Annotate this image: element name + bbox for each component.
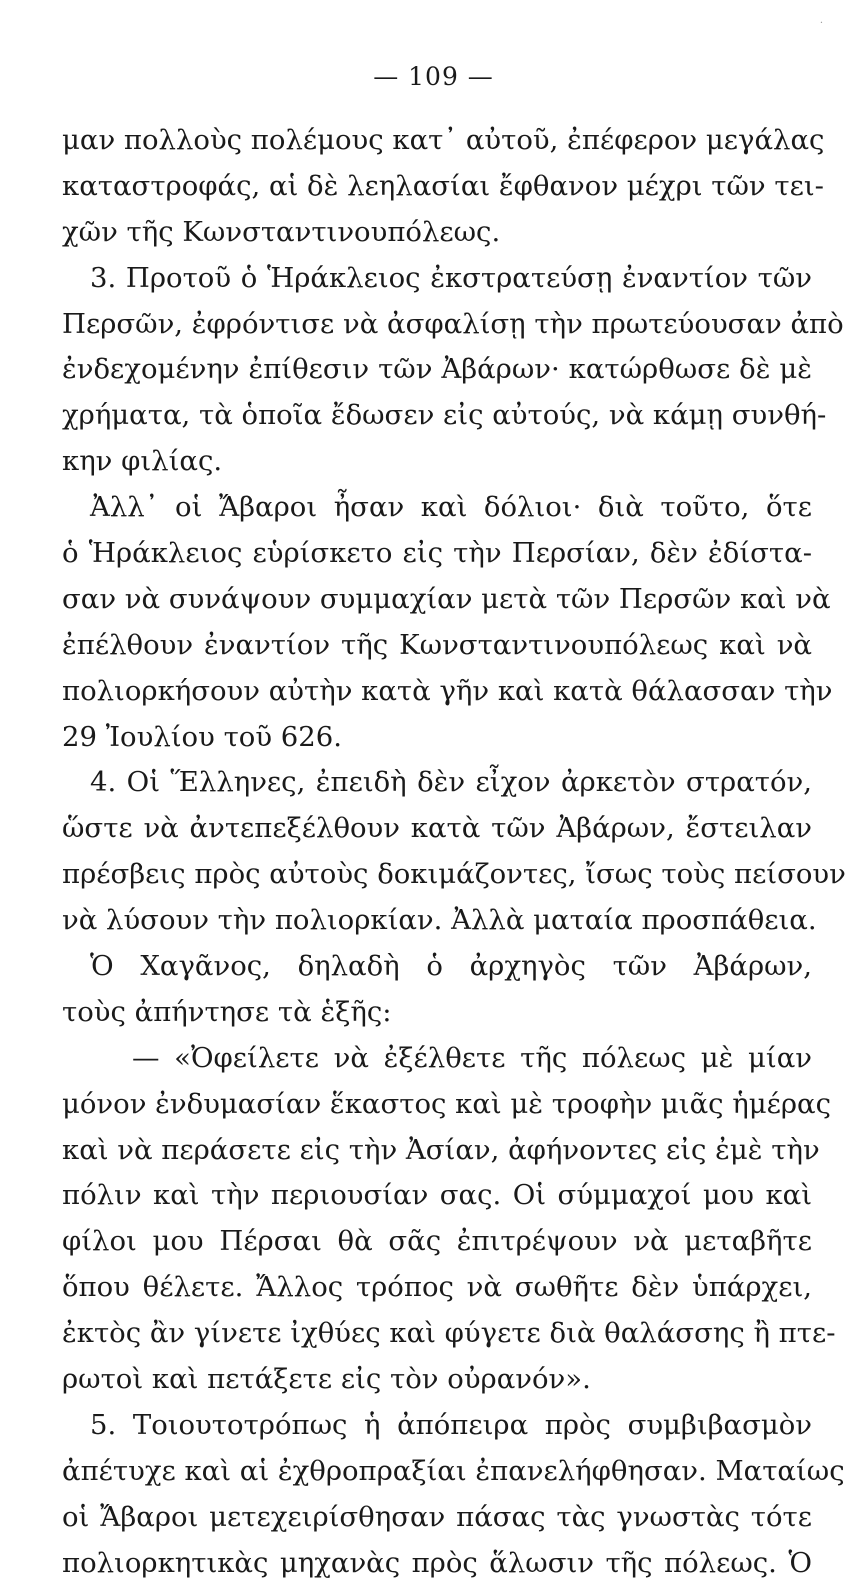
- paragraph-4-start: 4. Οἱ Ἕλληνες, ἐπειδὴ δὲν εἶχον ἀρκετὸν στρατόν,: [90, 766, 812, 799]
- quotation-start: — «Ὀφείλετε νὰ ἐξέλθετε τῆς πόλεως μὲ μίαν: [132, 1041, 812, 1074]
- text-line: φίλοι μου Πέρσαι θὰ σᾶς ἐπιτρέψουν νὰ μεταβῆτε: [62, 1225, 812, 1258]
- text-line: σαν νὰ συνάψουν συμμαχίαν μετὰ τῶν Περσῶν καὶ νὰ: [62, 582, 831, 615]
- text-line: ὅπου θέλετε. Ἄλλος τρόπος νὰ σωθῆτε δὲν ὑπάρχει,: [62, 1271, 812, 1304]
- text-line: ὁ Ἡράκλειος εὑρίσκετο εἰς τὴν Περσίαν, δὲν ἐδίστα-: [62, 537, 812, 570]
- page-number: — 109 —: [373, 62, 494, 91]
- text-line: χῶν τῆς Κωνσταντινουπόλεως.: [62, 215, 501, 248]
- text-line: καὶ νὰ περάσετε εἰς τὴν Ἀσίαν, ἀφήνοντες εἰς ἐμὲ τὴν: [62, 1133, 820, 1166]
- text-line: 29 Ἰουλίου τοῦ 626.: [62, 720, 343, 753]
- text-line: πολιορκήσουν αὐτὴν κατὰ γῆν καὶ κατὰ θάλασσαν τὴν: [62, 674, 833, 707]
- paragraph-3-start: 3. Προτοῦ ὁ Ἡράκλειος ἐκστρατεύσῃ ἐναντίον τῶν: [90, 261, 812, 294]
- corner-mark: ·: [819, 18, 823, 29]
- text-line: ἀπέτυχε καὶ αἱ ἐχθροπραξίαι ἐπανελήφθησαν. Ματαίως: [62, 1454, 845, 1487]
- text-line: τοὺς ἀπήντησε τὰ ἑξῆς:: [62, 995, 392, 1028]
- text-line: μόνον ἐνδυμασίαν ἕκαστος καὶ μὲ τροφὴν μιᾶς ἡμέρας: [62, 1087, 832, 1120]
- text-line: ἐνδεχομένην ἐπίθεσιν τῶν Ἀβάρων· κατώρθωσε δὲ μὲ: [62, 353, 812, 386]
- body-text: [62, 118, 846, 1587]
- text-line: ρωτοὶ καὶ πετάξετε εἰς τὸν οὐρανόν».: [62, 1363, 591, 1396]
- text-line: νὰ λύσουν τὴν πολιορκίαν. Ἀλλὰ ματαία προσπάθεια.: [62, 904, 817, 937]
- text-line: πόλιν καὶ τὴν περιουσίαν σας. Οἱ σύμμαχοί μου καὶ: [62, 1179, 812, 1212]
- text-line: ἐκτὸς ἂν γίνετε ἰχθύες καὶ φύγετε διὰ θαλάσσης ἢ πτε-: [62, 1317, 836, 1350]
- text-line: πολιορκητικὰς μηχανὰς πρὸς ἅλωσιν τῆς πόλεως. Ὁ: [62, 1546, 812, 1579]
- text-line: ἐπέλθουν ἐναντίον τῆς Κωνσταντινουπόλεως καὶ νὰ: [62, 628, 812, 661]
- paragraph-start: Ἀλλ᾽ οἱ Ἄβαροι ἦσαν καὶ δόλιοι· διὰ τοῦτο, ὅτε: [90, 491, 812, 524]
- text-line: μαν πολλοὺς πολέμους κατ᾽ αὐτοῦ, ἐπέφερον μεγάλας: [62, 124, 825, 156]
- text-line: κην φιλίας.: [62, 445, 223, 478]
- text-line: ὥστε νὰ ἀντεπεξέλθουν κατὰ τῶν Ἀβάρων, ἔστειλαν: [62, 812, 812, 845]
- paragraph-start: Ὁ Χαγᾶνος, δηλαδὴ ὁ ἀρχηγὸς τῶν Ἀβάρων,: [90, 950, 812, 983]
- text-line: οἱ Ἄβαροι μετεχειρίσθησαν πάσας τὰς γνωστὰς τότε: [62, 1500, 812, 1533]
- text-line: Περσῶν, ἐφρόντισε νὰ ἀσφαλίσῃ τὴν πρωτεύουσαν ἀπὸ: [62, 307, 844, 340]
- text-line: χρήματα, τὰ ὁποῖα ἔδωσεν εἰς αὐτούς, νὰ κάμῃ συνθή-: [62, 399, 827, 432]
- text-line: πρέσβεις πρὸς αὐτοὺς δοκιμάζοντες, ἴσως τοὺς πείσουν: [62, 858, 846, 891]
- paragraph-5-start: 5. Τοιουτοτρόπως ἡ ἀπόπειρα πρὸς συμβιβασμὸν: [90, 1408, 812, 1441]
- text-line: καταστροφάς, αἱ δὲ λεηλασίαι ἔφθανον μέχρι τῶν τει-: [62, 169, 824, 202]
